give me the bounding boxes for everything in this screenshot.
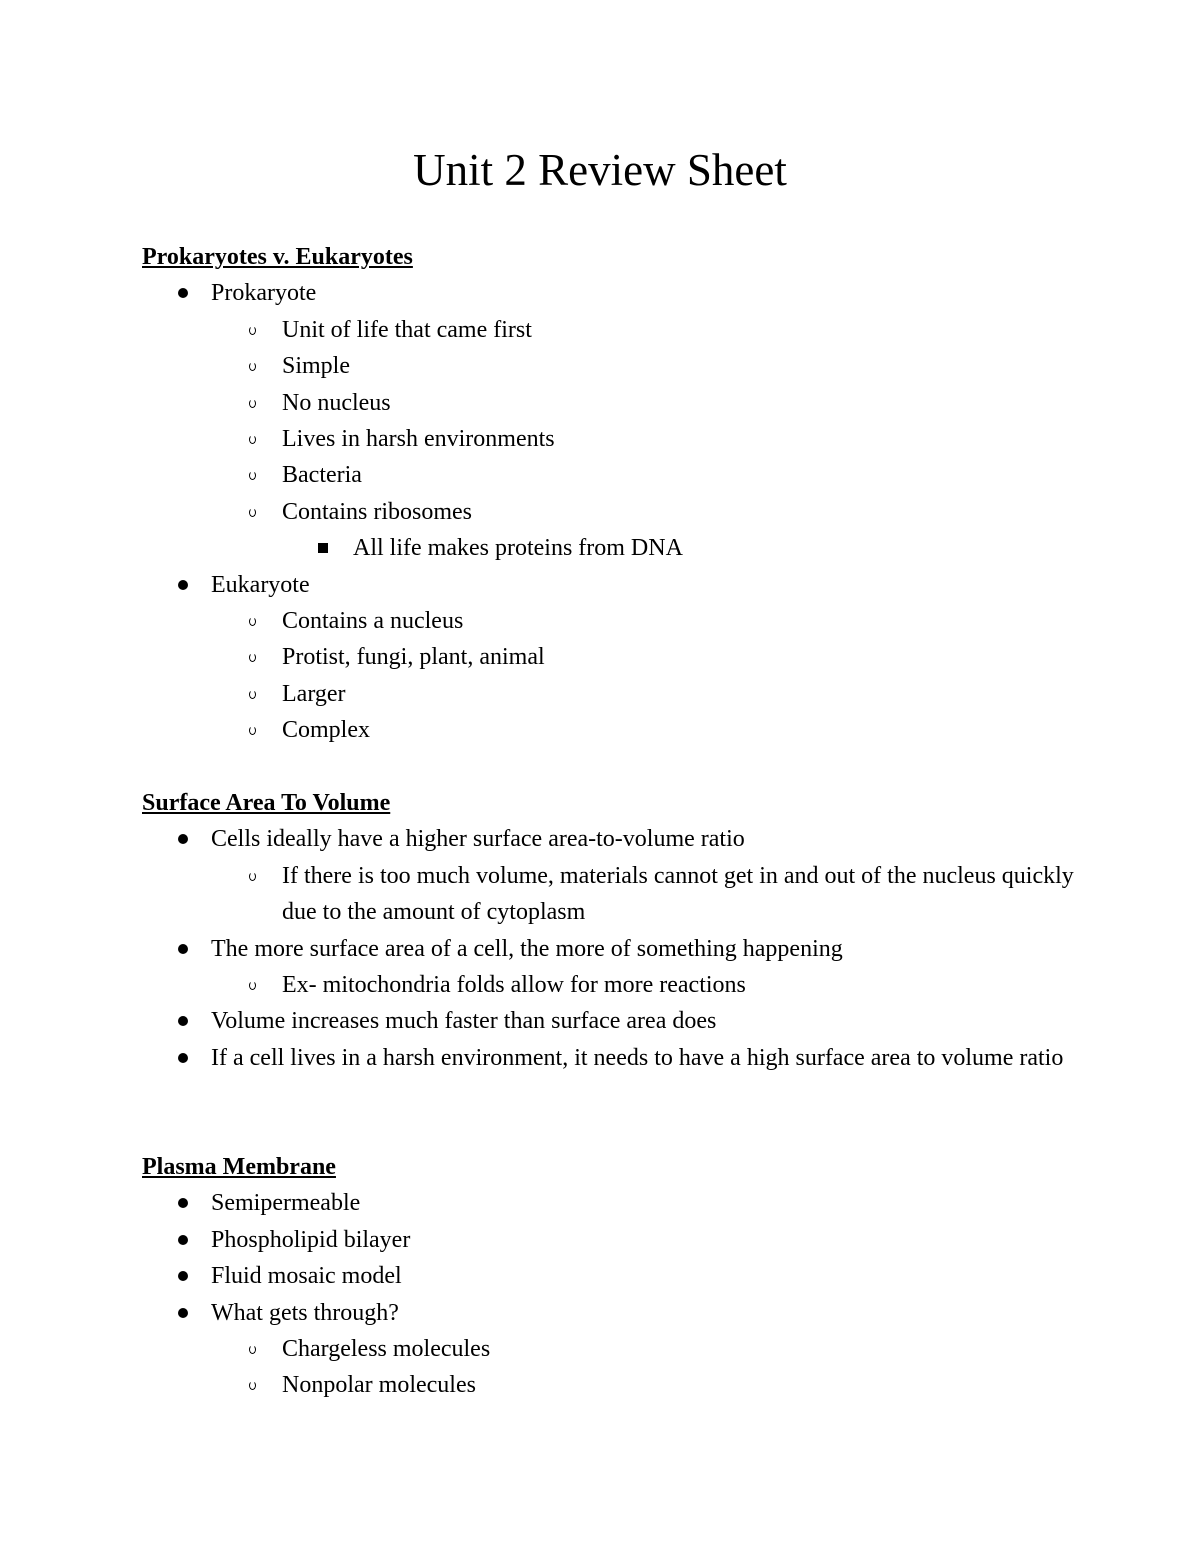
- section-plasma-membrane: [142, 1149, 1102, 1404]
- list-item: [142, 385, 1102, 421]
- list-item: [142, 1185, 1102, 1221]
- list-item-text: The more surface area of a cell, the more of something happening: [211, 935, 843, 962]
- list-item: [142, 1258, 1102, 1294]
- list-item: [142, 1003, 1102, 1039]
- list-item: [142, 567, 1102, 603]
- list-item: [142, 1331, 1102, 1367]
- bullet-circle-icon: [249, 617, 256, 626]
- list-item: [142, 457, 1102, 493]
- bullet-circle-icon: [249, 508, 256, 517]
- list-item-text: If a cell lives in a harsh environment, it needs to have a high surface area to volume ratio: [211, 1044, 1064, 1071]
- list-item-text: Volume increases much faster than surface area does: [211, 1008, 717, 1035]
- list-item: [142, 858, 1102, 931]
- list-item-text: Bacteria: [282, 462, 362, 489]
- list-item-text: If there is too much volume, materials cannot get in and out of the nucleus quickly due to the amount of cytoplasm: [282, 862, 1074, 926]
- list-item-text: Phospholipid bilayer: [211, 1226, 411, 1253]
- list-item-text: Prokaryote: [211, 280, 317, 307]
- bullet-list: [142, 821, 1102, 1076]
- list-item-text: Cells ideally have a higher surface area-to-volume ratio: [211, 826, 745, 853]
- list-item: [142, 1367, 1102, 1403]
- section-heading: Surface Area To Volume: [142, 790, 391, 816]
- list-item: [142, 603, 1102, 639]
- list-item-text: Complex: [282, 717, 370, 744]
- section-heading: Plasma Membrane: [142, 1154, 336, 1180]
- list-item: [142, 639, 1102, 675]
- list-item-text: Eukaryote: [211, 571, 310, 598]
- list-item: [142, 967, 1102, 1003]
- list-item-text: Nonpolar molecules: [282, 1372, 476, 1399]
- bullet-dot-icon: [178, 1308, 188, 1318]
- bullet-list: [142, 1185, 1102, 1403]
- bullet-circle-icon: [249, 471, 256, 480]
- list-item: [142, 275, 1102, 311]
- bullet-circle-icon: [249, 435, 256, 444]
- bullet-circle-icon: [249, 726, 256, 735]
- bullet-dot-icon: [178, 1271, 188, 1281]
- list-item-text: Lives in harsh environments: [282, 426, 555, 453]
- list-item: [142, 676, 1102, 712]
- list-item-text: Unit of life that came first: [282, 316, 532, 343]
- list-item: [142, 1295, 1102, 1331]
- bullet-dot-icon: [178, 834, 188, 844]
- bullet-circle-icon: [249, 872, 256, 881]
- bullet-list: [142, 275, 1102, 748]
- section-surface-area-volume: [142, 785, 1102, 1076]
- list-item-text: Contains a nucleus: [282, 608, 464, 635]
- section-heading: Prokaryotes v. Eukaryotes: [142, 244, 413, 270]
- document-title: Unit 2 Review Sheet: [413, 145, 787, 195]
- bullet-circle-icon: [249, 1381, 256, 1390]
- list-item: [142, 348, 1102, 384]
- bullet-dot-icon: [178, 288, 188, 298]
- list-item-text: Protist, fungi, plant, animal: [282, 644, 545, 671]
- list-item: [142, 312, 1102, 348]
- bullet-circle-icon: [249, 399, 256, 408]
- list-item: [142, 421, 1102, 457]
- list-item-text: Chargeless molecules: [282, 1336, 491, 1363]
- bullet-dot-icon: [178, 1016, 188, 1026]
- list-item: [142, 1040, 1102, 1076]
- list-item: [142, 1222, 1102, 1258]
- section-prokaryotes-eukaryotes: [142, 239, 1102, 749]
- bullet-dot-icon: [178, 944, 188, 954]
- list-item-text: Semipermeable: [211, 1190, 361, 1217]
- bullet-dot-icon: [178, 580, 188, 590]
- bullet-dot-icon: [178, 1235, 188, 1245]
- bullet-dot-icon: [178, 1053, 188, 1063]
- bullet-circle-icon: [249, 690, 256, 699]
- list-item-text: Fluid mosaic model: [211, 1263, 402, 1290]
- bullet-circle-icon: [249, 653, 256, 662]
- bullet-dot-icon: [178, 1198, 188, 1208]
- bullet-square-icon: [318, 543, 328, 553]
- list-item: [142, 712, 1102, 748]
- bullet-circle-icon: [249, 362, 256, 371]
- list-item-text: What gets through?: [211, 1299, 399, 1326]
- bullet-circle-icon: [249, 1345, 256, 1354]
- list-item: [142, 494, 1102, 530]
- list-item: [142, 530, 1102, 566]
- list-item-text: Ex- mitochondria folds allow for more reactions: [282, 972, 746, 999]
- list-item: [142, 931, 1102, 967]
- list-item-text: Contains ribosomes: [282, 498, 472, 525]
- list-item-text: All life makes proteins from DNA: [353, 535, 683, 562]
- list-item-text: No nucleus: [282, 389, 391, 416]
- bullet-circle-icon: [249, 326, 256, 335]
- list-item: [142, 821, 1102, 857]
- bullet-circle-icon: [249, 981, 256, 990]
- list-item-text: Simple: [282, 353, 351, 380]
- list-item-text: Larger: [282, 680, 346, 707]
